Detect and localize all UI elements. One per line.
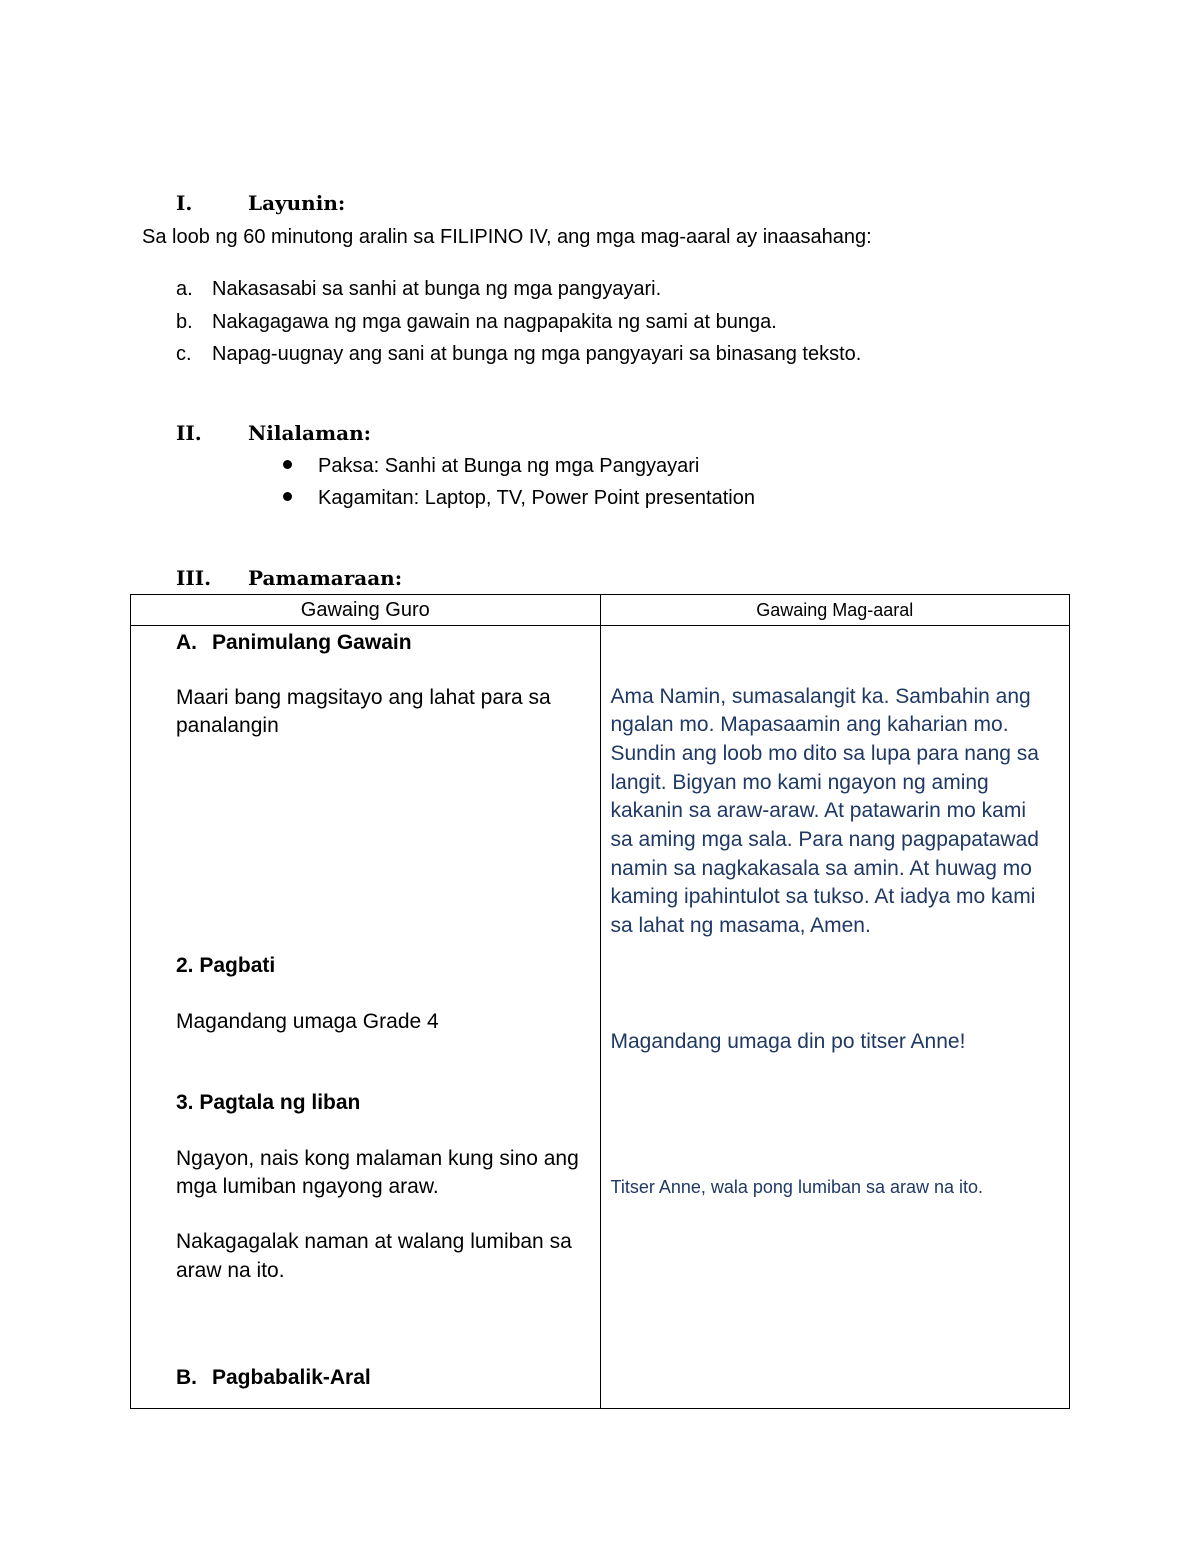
prayer-line: sa lahat ng masama, Amen. — [610, 914, 871, 937]
attendance-reply: Titser Anne, wala pong lumiban sa araw na ito. — [610, 1177, 984, 1197]
prayer-line: namin sa nagkakasala sa amin. At huwag mo — [610, 857, 1032, 880]
table-row — [131, 626, 1070, 1409]
prayer-line: Sundin ang loob mo dito sa lupa para nang sa — [610, 742, 1039, 765]
objective-marker: c. — [176, 343, 192, 365]
attendance-question-line: Ngayon, nais kong malaman kung sino ang — [176, 1147, 579, 1170]
part-a-title: Panimulang Gawain — [212, 631, 412, 654]
objective-marker: a. — [176, 278, 193, 300]
objective-text: Nakagagawa ng mga gawain na nagpapakita ng sami at bunga. — [212, 311, 777, 333]
prayer-line: sa aming mga sala. Para nang pagpapatawad — [610, 828, 1039, 851]
objectives-intro: Sa loob ng 60 minutong aralin sa FILIPINO IV, ang mga mag-aaral ay inaasahang: — [142, 226, 872, 248]
student-column — [600, 626, 1070, 1409]
table-header-row — [131, 595, 1070, 626]
greeting-reply: Magandang umaga din po titser Anne! — [610, 1030, 966, 1053]
section-2-heading: Nilalaman: — [248, 421, 372, 445]
part-b-title: Pagbabalik-Aral — [212, 1366, 371, 1389]
prayer-prompt-line: Maari bang magsitayo ang lahat para sa — [176, 686, 551, 709]
section-1-heading: Layunin: — [248, 191, 346, 215]
bullet-icon — [283, 460, 292, 469]
section-3-numeral: III. — [176, 566, 212, 590]
prayer-line: Ama Namin, sumasalangit ka. Sambahin ang — [610, 685, 1031, 708]
greeting-text: Magandang umaga Grade 4 — [176, 1010, 439, 1033]
prayer-line: kaming ipahintulot sa tukso. At iadya mo kami — [610, 885, 1036, 908]
objective-text: Nakasasabi sa sanhi at bunga ng mga pangyayari. — [212, 278, 662, 300]
attendance-response-line: Nakagagalak naman at walang lumiban sa — [176, 1230, 572, 1253]
section-3-heading: Pamamaraan: — [248, 566, 403, 590]
part-a-marker: A. — [176, 631, 197, 654]
part-b-marker: B. — [176, 1366, 197, 1389]
prayer-line: kakanin sa araw-araw. At patawarin mo kami — [610, 799, 1027, 822]
prayer-line: ngalan mo. Mapasaamin ang kaharian mo. — [610, 713, 1009, 736]
attendance-title: 3. Pagtala ng liban — [176, 1091, 361, 1114]
teacher-column — [131, 626, 601, 1409]
section-2-numeral: II. — [176, 421, 202, 445]
header-gawaing-guro: Gawaing Guro — [131, 595, 601, 626]
objective-marker: b. — [176, 311, 193, 333]
prayer-prompt-line: panalangin — [176, 714, 279, 737]
attendance-response-line: araw na ito. — [176, 1259, 285, 1282]
bullet-icon — [283, 492, 292, 501]
content-bullet-materials: Kagamitan: Laptop, TV, Power Point presentation — [318, 487, 755, 509]
greeting-title: 2. Pagbati — [176, 954, 276, 977]
procedure-table — [130, 594, 1070, 1409]
prayer-line: langit. Bigyan mo kami ngayon ng aming — [610, 771, 989, 794]
attendance-question-line: mga lumiban ngayong araw. — [176, 1175, 439, 1198]
header-gawaing-mag-aaral: Gawaing Mag-aaral — [600, 595, 1070, 626]
section-1-numeral: I. — [176, 191, 193, 215]
content-bullet-topic: Paksa: Sanhi at Bunga ng mga Pangyayari — [318, 455, 700, 477]
objective-text: Napag-uugnay ang sani at bunga ng mga pangyayari sa binasang teksto. — [212, 343, 862, 365]
